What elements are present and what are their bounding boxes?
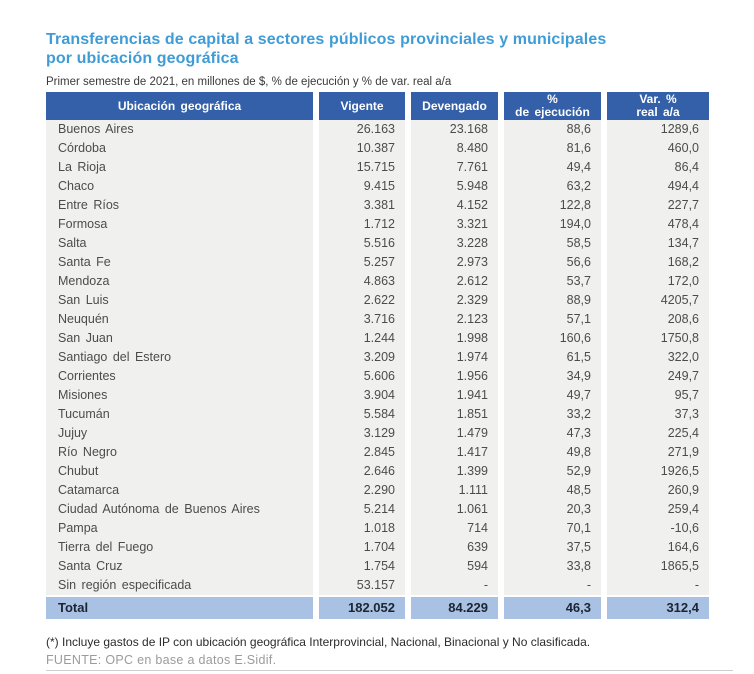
table-row: [46, 196, 709, 215]
row-value: 160,6: [504, 329, 601, 348]
table-row: [46, 576, 709, 595]
row-value: 20,3: [504, 500, 601, 519]
row-value: 23.168: [411, 120, 498, 139]
row-value: 1.399: [411, 462, 498, 481]
column-header-label: Ubicación geográfica: [117, 98, 242, 113]
table-row: [46, 348, 709, 367]
row-value: 1.941: [411, 386, 498, 405]
row-value: 4205,7: [607, 291, 709, 310]
row-value: 1.851: [411, 405, 498, 424]
table-body: [46, 120, 709, 595]
table-row: [46, 462, 709, 481]
row-value: 1.712: [319, 215, 405, 234]
page-subtitle: Primer semestre de 2021, en millones de $, % de ejecución y % de var. real a/a: [46, 76, 452, 88]
row-value: 37,5: [504, 538, 601, 557]
row-value: 4.152: [411, 196, 498, 215]
table-row: [46, 120, 709, 139]
row-value: 53,7: [504, 272, 601, 291]
row-value: 1750,8: [607, 329, 709, 348]
table-row: [46, 329, 709, 348]
row-value: 33,2: [504, 405, 601, 424]
row-value: 5.516: [319, 234, 405, 253]
footnote-text: (*) Incluye gastos de IP con ubicación geográfica Interprovincial, Nacional, Binacional y No clasificada.: [46, 635, 591, 649]
row-value: -: [411, 576, 498, 595]
row-value: 2.845: [319, 443, 405, 462]
row-label: Santiago del Estero: [46, 348, 313, 367]
row-value: 164,6: [607, 538, 709, 557]
row-value: 478,4: [607, 215, 709, 234]
column-header-label-line2: real a/a: [636, 105, 680, 119]
row-label: San Luis: [46, 291, 313, 310]
row-value: 168,2: [607, 253, 709, 272]
row-value: 8.480: [411, 139, 498, 158]
row-label: Formosa: [46, 215, 313, 234]
table-row: [46, 500, 709, 519]
table-row: [46, 177, 709, 196]
column-header: [504, 92, 601, 120]
table-row: [46, 158, 709, 177]
table-row: [46, 367, 709, 386]
row-value: 52,9: [504, 462, 601, 481]
row-value: 46,3: [504, 597, 601, 619]
column-header-label: %: [547, 92, 558, 106]
row-value: 2.123: [411, 310, 498, 329]
row-value: 714: [411, 519, 498, 538]
row-value: 1.998: [411, 329, 498, 348]
column-header: [411, 92, 498, 120]
row-value: 84.229: [411, 597, 498, 619]
row-value: 5.214: [319, 500, 405, 519]
row-value: 208,6: [607, 310, 709, 329]
table-total-row: [46, 597, 709, 619]
row-value: 260,9: [607, 481, 709, 500]
row-value: 1.111: [411, 481, 498, 500]
row-value: 1.244: [319, 329, 405, 348]
row-value: 48,5: [504, 481, 601, 500]
row-value: 3.321: [411, 215, 498, 234]
row-value: 460,0: [607, 139, 709, 158]
row-value: 639: [411, 538, 498, 557]
row-value: 88,6: [504, 120, 601, 139]
row-value: 56,6: [504, 253, 601, 272]
table-row: [46, 253, 709, 272]
bottom-divider: [46, 670, 733, 671]
row-label: Catamarca: [46, 481, 313, 500]
row-label: Córdoba: [46, 139, 313, 158]
row-value: -: [607, 576, 709, 595]
row-value: 70,1: [504, 519, 601, 538]
row-value: 3.228: [411, 234, 498, 253]
row-label: Río Negro: [46, 443, 313, 462]
row-value: 4.863: [319, 272, 405, 291]
row-value: 15.715: [319, 158, 405, 177]
row-value: 2.973: [411, 253, 498, 272]
row-value: 88,9: [504, 291, 601, 310]
table-row: [46, 386, 709, 405]
row-label: Salta: [46, 234, 313, 253]
table-row: [46, 139, 709, 158]
row-value: 182.052: [319, 597, 405, 619]
row-value: 271,9: [607, 443, 709, 462]
table-row: [46, 443, 709, 462]
row-value: 33,8: [504, 557, 601, 576]
column-header: [319, 92, 405, 120]
row-value: 2.612: [411, 272, 498, 291]
row-value: 134,7: [607, 234, 709, 253]
page-title-line1: Transferencias de capital a sectores públicos provinciales y municipales: [46, 31, 607, 48]
source-note: FUENTE: OPC en base a datos E.Sidif.: [46, 653, 277, 667]
row-label: San Juan: [46, 329, 313, 348]
row-value: 95,7: [607, 386, 709, 405]
table-row: [46, 272, 709, 291]
row-value: 49,4: [504, 158, 601, 177]
table-row: [46, 291, 709, 310]
row-value: 122,8: [504, 196, 601, 215]
row-value: 47,3: [504, 424, 601, 443]
row-value: 1865,5: [607, 557, 709, 576]
row-value: 61,5: [504, 348, 601, 367]
row-value: 5.606: [319, 367, 405, 386]
row-value: 10.387: [319, 139, 405, 158]
row-value: 1.061: [411, 500, 498, 519]
column-header: [607, 92, 709, 120]
table-header-row: [46, 92, 709, 120]
row-value: 63,2: [504, 177, 601, 196]
row-value: 5.948: [411, 177, 498, 196]
row-label: Entre Ríos: [46, 196, 313, 215]
table-row: [46, 215, 709, 234]
row-value: 3.129: [319, 424, 405, 443]
table-row: [46, 481, 709, 500]
row-value: 1.018: [319, 519, 405, 538]
row-label: Tierra del Fuego: [46, 538, 313, 557]
row-label: Ciudad Autónoma de Buenos Aires: [46, 500, 313, 519]
column-header-label: Devengado: [422, 98, 487, 113]
row-label: Neuquén: [46, 310, 313, 329]
row-label: Jujuy: [46, 424, 313, 443]
row-value: 7.761: [411, 158, 498, 177]
table-row: [46, 234, 709, 253]
row-value: 1.956: [411, 367, 498, 386]
row-value: -: [504, 576, 601, 595]
row-value: 5.584: [319, 405, 405, 424]
table-row: [46, 557, 709, 576]
row-value: 34,9: [504, 367, 601, 386]
row-value: 225,4: [607, 424, 709, 443]
row-value: 9.415: [319, 177, 405, 196]
row-value: 53.157: [319, 576, 405, 595]
row-value: 1.754: [319, 557, 405, 576]
row-value: 259,4: [607, 500, 709, 519]
row-value: 3.716: [319, 310, 405, 329]
column-header-label-line2: de ejecución: [515, 105, 590, 119]
row-value: 1.479: [411, 424, 498, 443]
row-label: Mendoza: [46, 272, 313, 291]
row-value: 2.290: [319, 481, 405, 500]
row-value: 1.704: [319, 538, 405, 557]
row-value: 5.257: [319, 253, 405, 272]
row-value: 2.329: [411, 291, 498, 310]
row-value: 1.974: [411, 348, 498, 367]
row-value: 312,4: [607, 597, 709, 619]
data-table: [46, 92, 709, 619]
row-value: 3.381: [319, 196, 405, 215]
row-value: -10,6: [607, 519, 709, 538]
row-value: 494,4: [607, 177, 709, 196]
row-label: Chaco: [46, 177, 313, 196]
table-row: [46, 310, 709, 329]
row-label: Santa Fe: [46, 253, 313, 272]
row-label: Santa Cruz: [46, 557, 313, 576]
row-value: 49,8: [504, 443, 601, 462]
row-label: Pampa: [46, 519, 313, 538]
row-value: 81,6: [504, 139, 601, 158]
row-label: Buenos Aires: [46, 120, 313, 139]
row-label: Total: [46, 597, 313, 619]
row-label: Tucumán: [46, 405, 313, 424]
row-value: 57,1: [504, 310, 601, 329]
row-value: 227,7: [607, 196, 709, 215]
row-value: 86,4: [607, 158, 709, 177]
table-row: [46, 519, 709, 538]
column-header-label: Vigente: [340, 98, 384, 113]
row-value: 1926,5: [607, 462, 709, 481]
row-value: 249,7: [607, 367, 709, 386]
row-label: La Rioja: [46, 158, 313, 177]
row-label: Sin región especificada: [46, 576, 313, 595]
table-row: [46, 538, 709, 557]
page-title: [46, 30, 710, 68]
row-value: 1.417: [411, 443, 498, 462]
row-value: 3.904: [319, 386, 405, 405]
row-value: 594: [411, 557, 498, 576]
column-header-label: Var. %: [639, 92, 677, 106]
row-value: 2.646: [319, 462, 405, 481]
table-row: [46, 405, 709, 424]
row-value: 49,7: [504, 386, 601, 405]
row-label: Misiones: [46, 386, 313, 405]
table-row: [46, 424, 709, 443]
row-value: 3.209: [319, 348, 405, 367]
row-value: 2.622: [319, 291, 405, 310]
row-value: 37,3: [607, 405, 709, 424]
row-value: 194,0: [504, 215, 601, 234]
page-title-line2: por ubicación geográfica: [46, 50, 239, 67]
row-value: 26.163: [319, 120, 405, 139]
row-label: Corrientes: [46, 367, 313, 386]
row-value: 1289,6: [607, 120, 709, 139]
row-value: 322,0: [607, 348, 709, 367]
row-value: 58,5: [504, 234, 601, 253]
row-value: 172,0: [607, 272, 709, 291]
column-header: [46, 92, 313, 120]
row-label: Chubut: [46, 462, 313, 481]
